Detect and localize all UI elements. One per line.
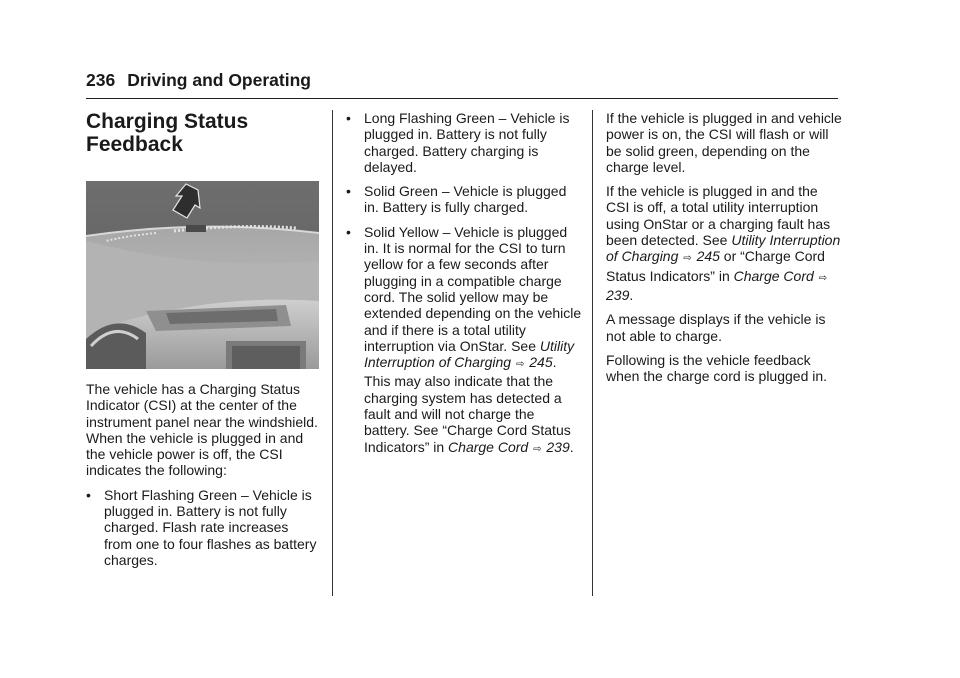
text-run: Solid Yellow – Vehicle is plugged in. It is normal for the CSI to turn yellow for a few seconds after plugging in a compatible charge cord. The solid yellow may be extended depending on the vehicle and if there is a total utility interruption via OnStar. See	[364, 223, 582, 354]
cross-reference-link[interactable]	[448, 439, 570, 455]
link-text: Utility Interruption of Charging	[364, 337, 575, 371]
link-text: Utility Interruption of Charging	[606, 232, 841, 265]
text-run: .	[569, 438, 574, 455]
paragraph: A message displays if the vehicle is not able to charge.	[606, 311, 826, 344]
paragraph: If the vehicle is plugged in and vehicle power is on, the CSI will flash or will be solid green, depending on the charge level.	[606, 110, 842, 175]
section-title: Driving and Operating	[127, 70, 311, 90]
link-page: 239	[546, 438, 570, 455]
link-page: 245	[529, 354, 553, 371]
intro-paragraph: The vehicle has a Charging Status Indicator (CSI) at the center of the instrument panel near the windshield. When the vehicle is plugged in and the vehicle power is off, the CSI indicates the following:	[86, 381, 318, 479]
text-run: If the vehicle is plugged in and the CSI is off, a total utility interruption using OnStar or a charging fault has been detected. See	[606, 183, 831, 249]
section-heading	[86, 110, 320, 156]
link-page: 245	[696, 248, 720, 265]
list-item-text: Short Flashing Green – Vehicle is plugged in. Battery is not fully charged. Flash rate increases from one to four flashes as battery charges.	[104, 486, 317, 568]
heading-line: Charging Status	[86, 110, 249, 133]
page-ref-arrow-icon: ⇨	[515, 359, 525, 371]
page-ref-arrow-icon: ⇨	[818, 272, 828, 284]
bullet-marker: •	[346, 110, 351, 126]
column-1	[86, 110, 320, 576]
header-rule	[86, 98, 838, 99]
column-3	[606, 110, 842, 392]
column-divider	[332, 110, 333, 596]
list-item-text: Solid Green – Vehicle is plugged in. Battery is fully charged.	[364, 183, 567, 216]
list-item	[346, 183, 582, 216]
list-item	[346, 110, 582, 175]
page-ref-arrow-icon: ⇨	[533, 443, 542, 455]
link-page: 239	[606, 286, 630, 303]
page-number: 236	[86, 70, 116, 90]
list-item-text: Long Flashing Green – Vehicle is plugged in. Battery is not fully charged. Battery charging is delayed.	[364, 110, 570, 175]
paragraph	[606, 183, 842, 303]
text-run: .	[629, 286, 634, 303]
link-text: Charge Cord	[448, 438, 529, 455]
paragraph: Following is the vehicle feedback when the charge cord is plugged in.	[606, 351, 828, 385]
link-text: Charge Cord	[733, 267, 814, 284]
instrument-panel-illustration	[86, 181, 319, 369]
list-item	[346, 224, 582, 458]
column-divider	[592, 110, 593, 596]
list-item	[86, 487, 320, 568]
bullet-marker: •	[346, 183, 351, 200]
text-run: or “Charge Cord Status Indicators” in	[606, 248, 825, 284]
column-2	[346, 110, 582, 466]
list-item-text	[364, 224, 582, 458]
bullet-marker: •	[346, 223, 351, 240]
bullet-marker: •	[86, 486, 91, 503]
heading-line: Feedback	[86, 133, 183, 156]
page-ref-arrow-icon: ⇨	[683, 253, 692, 265]
page-header	[86, 70, 311, 91]
text-run: . This may also indicate that the charging system has detected a fault and will not charge the battery. See “Charge Cord Status Indicators” in	[364, 354, 571, 455]
